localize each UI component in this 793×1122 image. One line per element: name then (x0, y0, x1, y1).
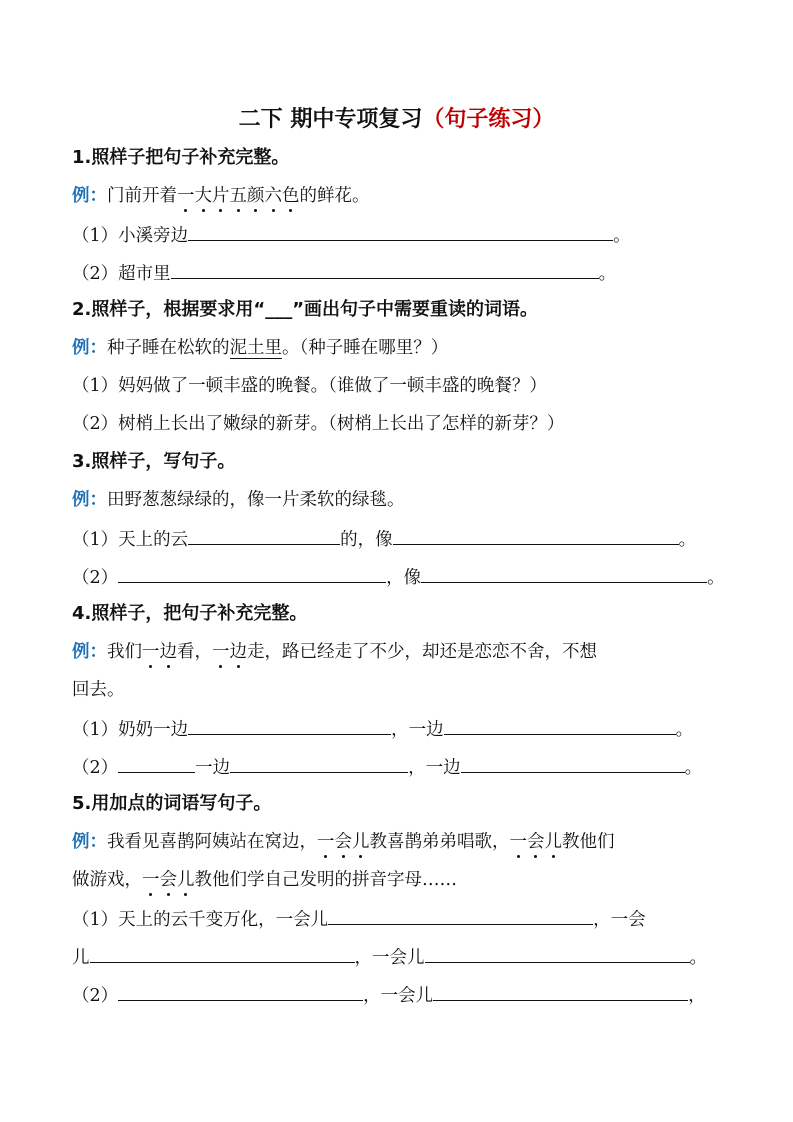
answer-blank[interactable] (118, 564, 386, 583)
underlined-word: 泥土里 (229, 338, 282, 358)
answer-blank[interactable] (230, 754, 408, 773)
dotted-char: 片 (212, 186, 230, 206)
dotted-char: 一 (177, 186, 195, 206)
example-label: 例： (72, 832, 107, 852)
dotted-char: 边 (159, 642, 177, 662)
dotted-char: 色 (282, 186, 300, 206)
dotted-char: 会 (159, 870, 177, 890)
dotted-char: 儿 (352, 832, 370, 852)
answer-blank[interactable] (118, 982, 363, 1001)
dotted-char: 五 (229, 186, 247, 206)
q5-heading: 5.用加点的词语写句子。 (72, 793, 272, 814)
q2-example: 例：种子睡在松软的泥土里。（种子睡在哪里？） (72, 338, 449, 358)
q4-example: 例：我们一边看，一边走，路已经走了不少，却还是恋恋不舍，不想 (72, 642, 597, 662)
q5-item-1-cont: 儿 ，一会儿 。 (72, 944, 707, 970)
dotted-char: 一 (142, 642, 160, 662)
q4-item-1: （1）奶奶一边 ，一边 。 (72, 716, 693, 742)
answer-blank[interactable] (171, 260, 599, 279)
q3-example: 例：田野葱葱绿绿的，像一片柔软的绿毯。 (72, 490, 405, 510)
q4-heading: 4.照样子，把句子补充完整。 (72, 603, 308, 624)
dotted-char: 六 (264, 186, 282, 206)
q3-item-2: （2） ，像 。 (72, 564, 725, 590)
q4-item-2: （2） 一边 ，一边 。 (72, 754, 702, 780)
dotted-char: 会 (334, 832, 352, 852)
answer-blank[interactable] (393, 526, 679, 545)
dotted-char: 儿 (544, 832, 562, 852)
answer-blank[interactable] (188, 716, 391, 735)
q1-item-2: （2）超市里 。 (72, 260, 616, 286)
dotted-char: 边 (229, 642, 247, 662)
q1-heading: 1.照样子把句子补充完整。 (72, 147, 290, 168)
q5-item-2: （2） ，一会儿 ， (72, 982, 706, 1008)
answer-blank[interactable] (328, 906, 593, 925)
dotted-char: 会 (527, 832, 545, 852)
q5-example: 例：我看见喜鹊阿姨站在窝边，一会儿教喜鹊弟弟唱歌，一会儿教他们 (72, 832, 615, 852)
q5-item-1: （1）天上的云千变万化，一会儿 ，一会 (72, 906, 646, 932)
dotted-char: 一 (509, 832, 527, 852)
q2-heading: 2.照样子，根据要求用“___”画出句子中需要重读的词语。 (72, 299, 539, 320)
page-subtitle: （句子练习） (422, 107, 555, 132)
example-label: 例： (72, 642, 107, 662)
dotted-char: 大 (194, 186, 212, 206)
q1-item-1: （1）小溪旁边 。 (72, 222, 631, 248)
page-title: 二下 期中专项复习（句子练习） (238, 107, 555, 132)
answer-blank[interactable] (425, 944, 690, 963)
q3-item-1: （1）天上的云 的，像 。 (72, 526, 696, 552)
dotted-char: 颜 (247, 186, 265, 206)
answer-blank[interactable] (461, 754, 685, 773)
answer-blank[interactable] (188, 526, 340, 545)
q2-item-1: （1）妈妈做了一顿丰盛的晚餐。（谁做了一顿丰盛的晚餐？） (72, 376, 547, 396)
answer-blank[interactable] (421, 564, 707, 583)
answer-blank[interactable] (118, 754, 195, 773)
dotted-char: 一 (142, 870, 160, 890)
example-label: 例： (72, 490, 107, 510)
dotted-char: 一 (317, 832, 335, 852)
answer-blank[interactable] (444, 716, 676, 735)
q4-example-cont: 回去。 (72, 680, 125, 700)
answer-blank[interactable] (90, 944, 355, 963)
q5-example-cont: 做游戏，一会儿教他们学自己发明的拼音字母…… (72, 870, 457, 890)
example-label: 例： (72, 338, 107, 358)
answer-blank[interactable] (188, 222, 613, 241)
dotted-char: 儿 (177, 870, 195, 890)
answer-blank[interactable] (433, 982, 688, 1001)
dotted-char: 一 (212, 642, 230, 662)
example-label: 例： (72, 186, 107, 206)
q3-heading: 3.照样子，写句子。 (72, 451, 236, 472)
q1-example: 例：门前开着一大片五颜六色的鲜花。 (72, 186, 370, 206)
q2-item-2: （2）树梢上长出了嫩绿的新芽。（树梢上长出了怎样的新芽？） (72, 414, 565, 434)
